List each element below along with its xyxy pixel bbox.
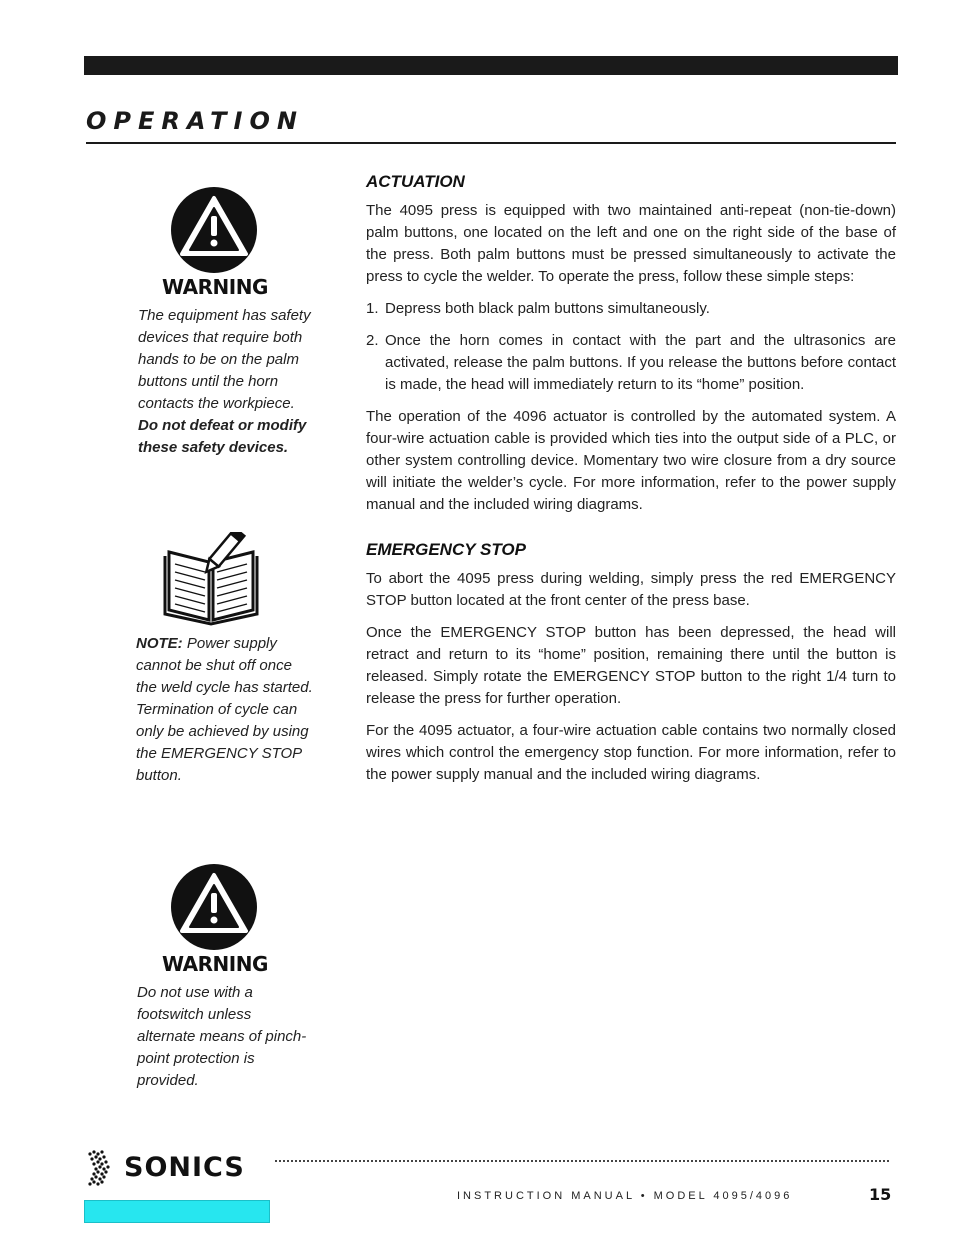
emergency-paragraph-2: Once the EMERGENCY STOP button has been depressed, the head will retract and return to its “home” position, remaining there until the button is released. Simply rotate the EMERGENCY STOP button to the right 1/4 turn to release the press for further operation. bbox=[366, 624, 896, 707]
warning-triangle-icon bbox=[170, 863, 258, 951]
warning-text-emphasis: Do not defeat or modify these safety devices. bbox=[138, 417, 307, 456]
actuation-4096-paragraph: The operation of the 4096 actuator is controlled by the automated system. A four-wire actuation cable is provided which ties into the output side of a PLC, or other system controlling device. Momentary two wire closure from a dry source will initiate the welder’s cycle. For more information, refer to the power supply manual and the included wiring diagrams. bbox=[366, 408, 896, 513]
step-number: 2. bbox=[366, 332, 379, 349]
step-item bbox=[366, 298, 896, 320]
manual-title: INSTRUCTION MANUAL • MODEL 4095/4096 bbox=[457, 1190, 793, 1202]
emergency-paragraph-1: To abort the 4095 press during welding, simply press the red EMERGENCY STOP button located at the front center of the press base. bbox=[366, 570, 896, 609]
footer-dotted-rule bbox=[275, 1160, 889, 1162]
book-pencil-icon bbox=[163, 532, 259, 626]
warning-text-footswitch: Do not use with a footswitch unless alternate means of pinch-point protection is provided. bbox=[137, 984, 307, 1089]
emergency-stop-heading: EMERGENCY STOP bbox=[366, 540, 526, 559]
warning-label: WARNING bbox=[162, 275, 268, 299]
warning-text-safety bbox=[138, 305, 313, 459]
step-text: Once the horn comes in contact with the part and the ultrasonics are activated, release the palm buttons. If you release the buttons before contact is made, the head will immediately return to its “home” position. bbox=[385, 332, 896, 393]
footer-accent-bar bbox=[84, 1200, 270, 1223]
warning-text-body: The equipment has safety devices that require both hands to be on the palm buttons until the horn contacts the workpiece. bbox=[138, 307, 311, 412]
emergency-paragraph-3: For the 4095 actuator, a four-wire actuation cable contains two normally closed wires which control the emergency stop function. For more information, refer to the power supply manual and the included wiring diagrams. bbox=[366, 722, 896, 783]
main-content bbox=[366, 172, 896, 796]
page-number: 15 bbox=[869, 1185, 892, 1204]
actuation-intro: The 4095 press is equipped with two maintained anti-repeat (non-tie-down) palm buttons, one located on the left and one on the right side of the base of the press. Both palm buttons must be pressed simultaneously to activate the press to cycle the welder. To operate the press, follow these simple steps: bbox=[366, 202, 896, 285]
title-divider bbox=[86, 142, 896, 144]
header-bar bbox=[84, 56, 898, 75]
note-label: NOTE: bbox=[136, 635, 183, 652]
actuation-heading: ACTUATION bbox=[366, 172, 465, 191]
note-text bbox=[136, 633, 316, 787]
step-text: Depress both black palm buttons simultaneously. bbox=[385, 300, 710, 317]
step-item bbox=[366, 330, 896, 396]
logo-wordmark: SONICS bbox=[124, 1152, 245, 1183]
warning-label: WARNING bbox=[162, 952, 268, 976]
warning-triangle-icon bbox=[170, 186, 258, 274]
page-title: OPERATION bbox=[86, 107, 304, 135]
note-body: Power supply cannot be shut off once the weld cycle has started. Termination of cycle can only be achieved by using the EMERGENCY STOP button. bbox=[136, 635, 313, 784]
sonics-logo bbox=[86, 1148, 268, 1195]
step-number: 1. bbox=[366, 300, 379, 317]
